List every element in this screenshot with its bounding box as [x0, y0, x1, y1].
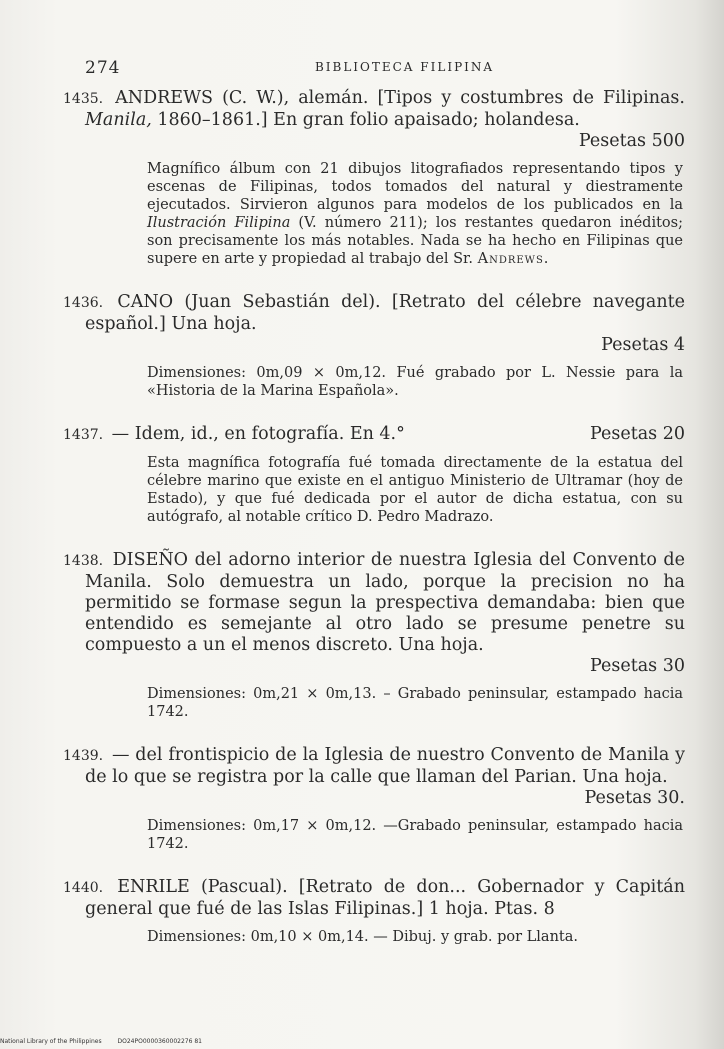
entry-1437 — [63, 424, 685, 526]
entry-1435 — [63, 88, 685, 268]
entry-price: Pesetas 30 — [590, 656, 685, 676]
note-text: Magnífico álbum con 21 dibujos litografiados representando tipos y escenas de Filipinas, todos tomados del natural y diestramente ejecutados. Sirvieron algunos para modelos de los publicados en la — [147, 161, 683, 213]
entry-1438 — [63, 550, 685, 721]
entry-note: Dimensiones: 0m,10 × 0m,14. — Dibuj. y grab. por Llanta. — [147, 929, 578, 945]
price-line — [63, 131, 685, 152]
entry-author: ANDREWS (C. W.), — [115, 88, 290, 108]
price-line — [63, 788, 685, 809]
entry-number: 1435. — [63, 91, 104, 107]
note-italic: Ilustración Filipina — [147, 215, 291, 231]
price-line — [63, 335, 685, 356]
entry-text: alemán. [Tipos y costumbres de Filipinas. — [289, 88, 685, 108]
running-head — [85, 58, 684, 80]
entry-heading — [63, 292, 685, 335]
entry-text: — del frontispicio de la Iglesia de nuestro Convento de Manila y de lo que se registra por la calle que llaman del Parian. Una hoja. — [85, 745, 685, 787]
entry-number: 1437. — [63, 427, 104, 443]
header-title: BIBLIOTECA FILIPINA — [314, 60, 495, 74]
entry-text: — Idem, id., en fotografía. En 4.° — [111, 424, 405, 444]
price-line — [63, 656, 685, 677]
entry-number: 1436. — [63, 295, 104, 311]
entry-number: 1440. — [63, 880, 104, 896]
entry-heading — [63, 424, 685, 446]
entry-number: 1438. — [63, 553, 104, 569]
entry-note: Dimensiones: 0m,17 × 0m,12. —Grabado peninsular, estampado hacia 1742. — [147, 818, 683, 852]
entry-note — [63, 160, 685, 268]
note-smallcaps: Andrews. — [477, 251, 550, 267]
entry-1439 — [63, 745, 685, 853]
footer-code: DO24PO0000360002276 81 — [117, 1038, 202, 1045]
page-number: 274 — [85, 58, 121, 78]
entry-note: Esta magnífica fotografía fué tomada directamente de la estatua del célebre marino que existe en el antiguo Ministerio de Ultramar (hoy de Estado), y que fué dedicada por el autor de dicha estatua, con su autógrafo, al notable crítico D. Pedro Madrazo. — [147, 455, 683, 525]
note-text: (V. número 211); los restantes quedaron inéditos; son precisamente los más notables. Nada se ha hecho en Filipinas que supere en arte y propiedad al trabajo del Sr. — [147, 215, 683, 267]
entry-price: Ptas. 8 — [494, 899, 555, 919]
entry-price: Pesetas 4 — [601, 335, 685, 355]
entry-text: ENRILE (Pascual). [Retrato de don... Gobernador y Capitán general que fué de las Islas Filipinas.] 1 hoja. — [85, 877, 685, 919]
entry-note: Dimensiones: 0m,21 × 0m,13. – Grabado peninsular, estampado hacia 1742. — [147, 686, 683, 720]
entry-text: CANO (Juan Sebastián del). [Retrato del célebre navegante español.] Una hoja. — [85, 292, 685, 334]
entry-1440 — [63, 877, 685, 946]
entry-place: Manila, — [85, 110, 152, 130]
entry-note: Dimensiones: 0m,09 × 0m,12. Fué grabado por L. Nessie para la «Historia de la Marina Española». — [147, 365, 683, 399]
entry-heading — [63, 745, 685, 788]
scan-footer — [0, 1038, 202, 1045]
entries-list — [63, 88, 685, 970]
entry-1436 — [63, 292, 685, 400]
entry-heading — [63, 877, 685, 920]
entry-price: Pesetas 500 — [578, 131, 685, 151]
footer-library: National Library of the Philippines — [0, 1038, 102, 1045]
entry-price: Pesetas 20 — [590, 424, 685, 444]
entry-text: 1860–1861.] En gran folio apaisado; holandesa. — [151, 110, 580, 130]
entry-price: Pesetas 30. — [584, 788, 685, 808]
entry-number: 1439. — [63, 748, 104, 764]
entry-text: DISEÑO del adorno interior de nuestra Iglesia del Convento de Manila. Solo demuestra un lado, porque la precision no ha permitido se formase segun la prespectiva demandaba: bien que entendido es semejante al otro lado se presume penetre su compuesto a un el menos discreto. Una hoja. — [85, 550, 685, 655]
entry-heading — [63, 88, 685, 131]
entry-heading — [63, 550, 685, 656]
